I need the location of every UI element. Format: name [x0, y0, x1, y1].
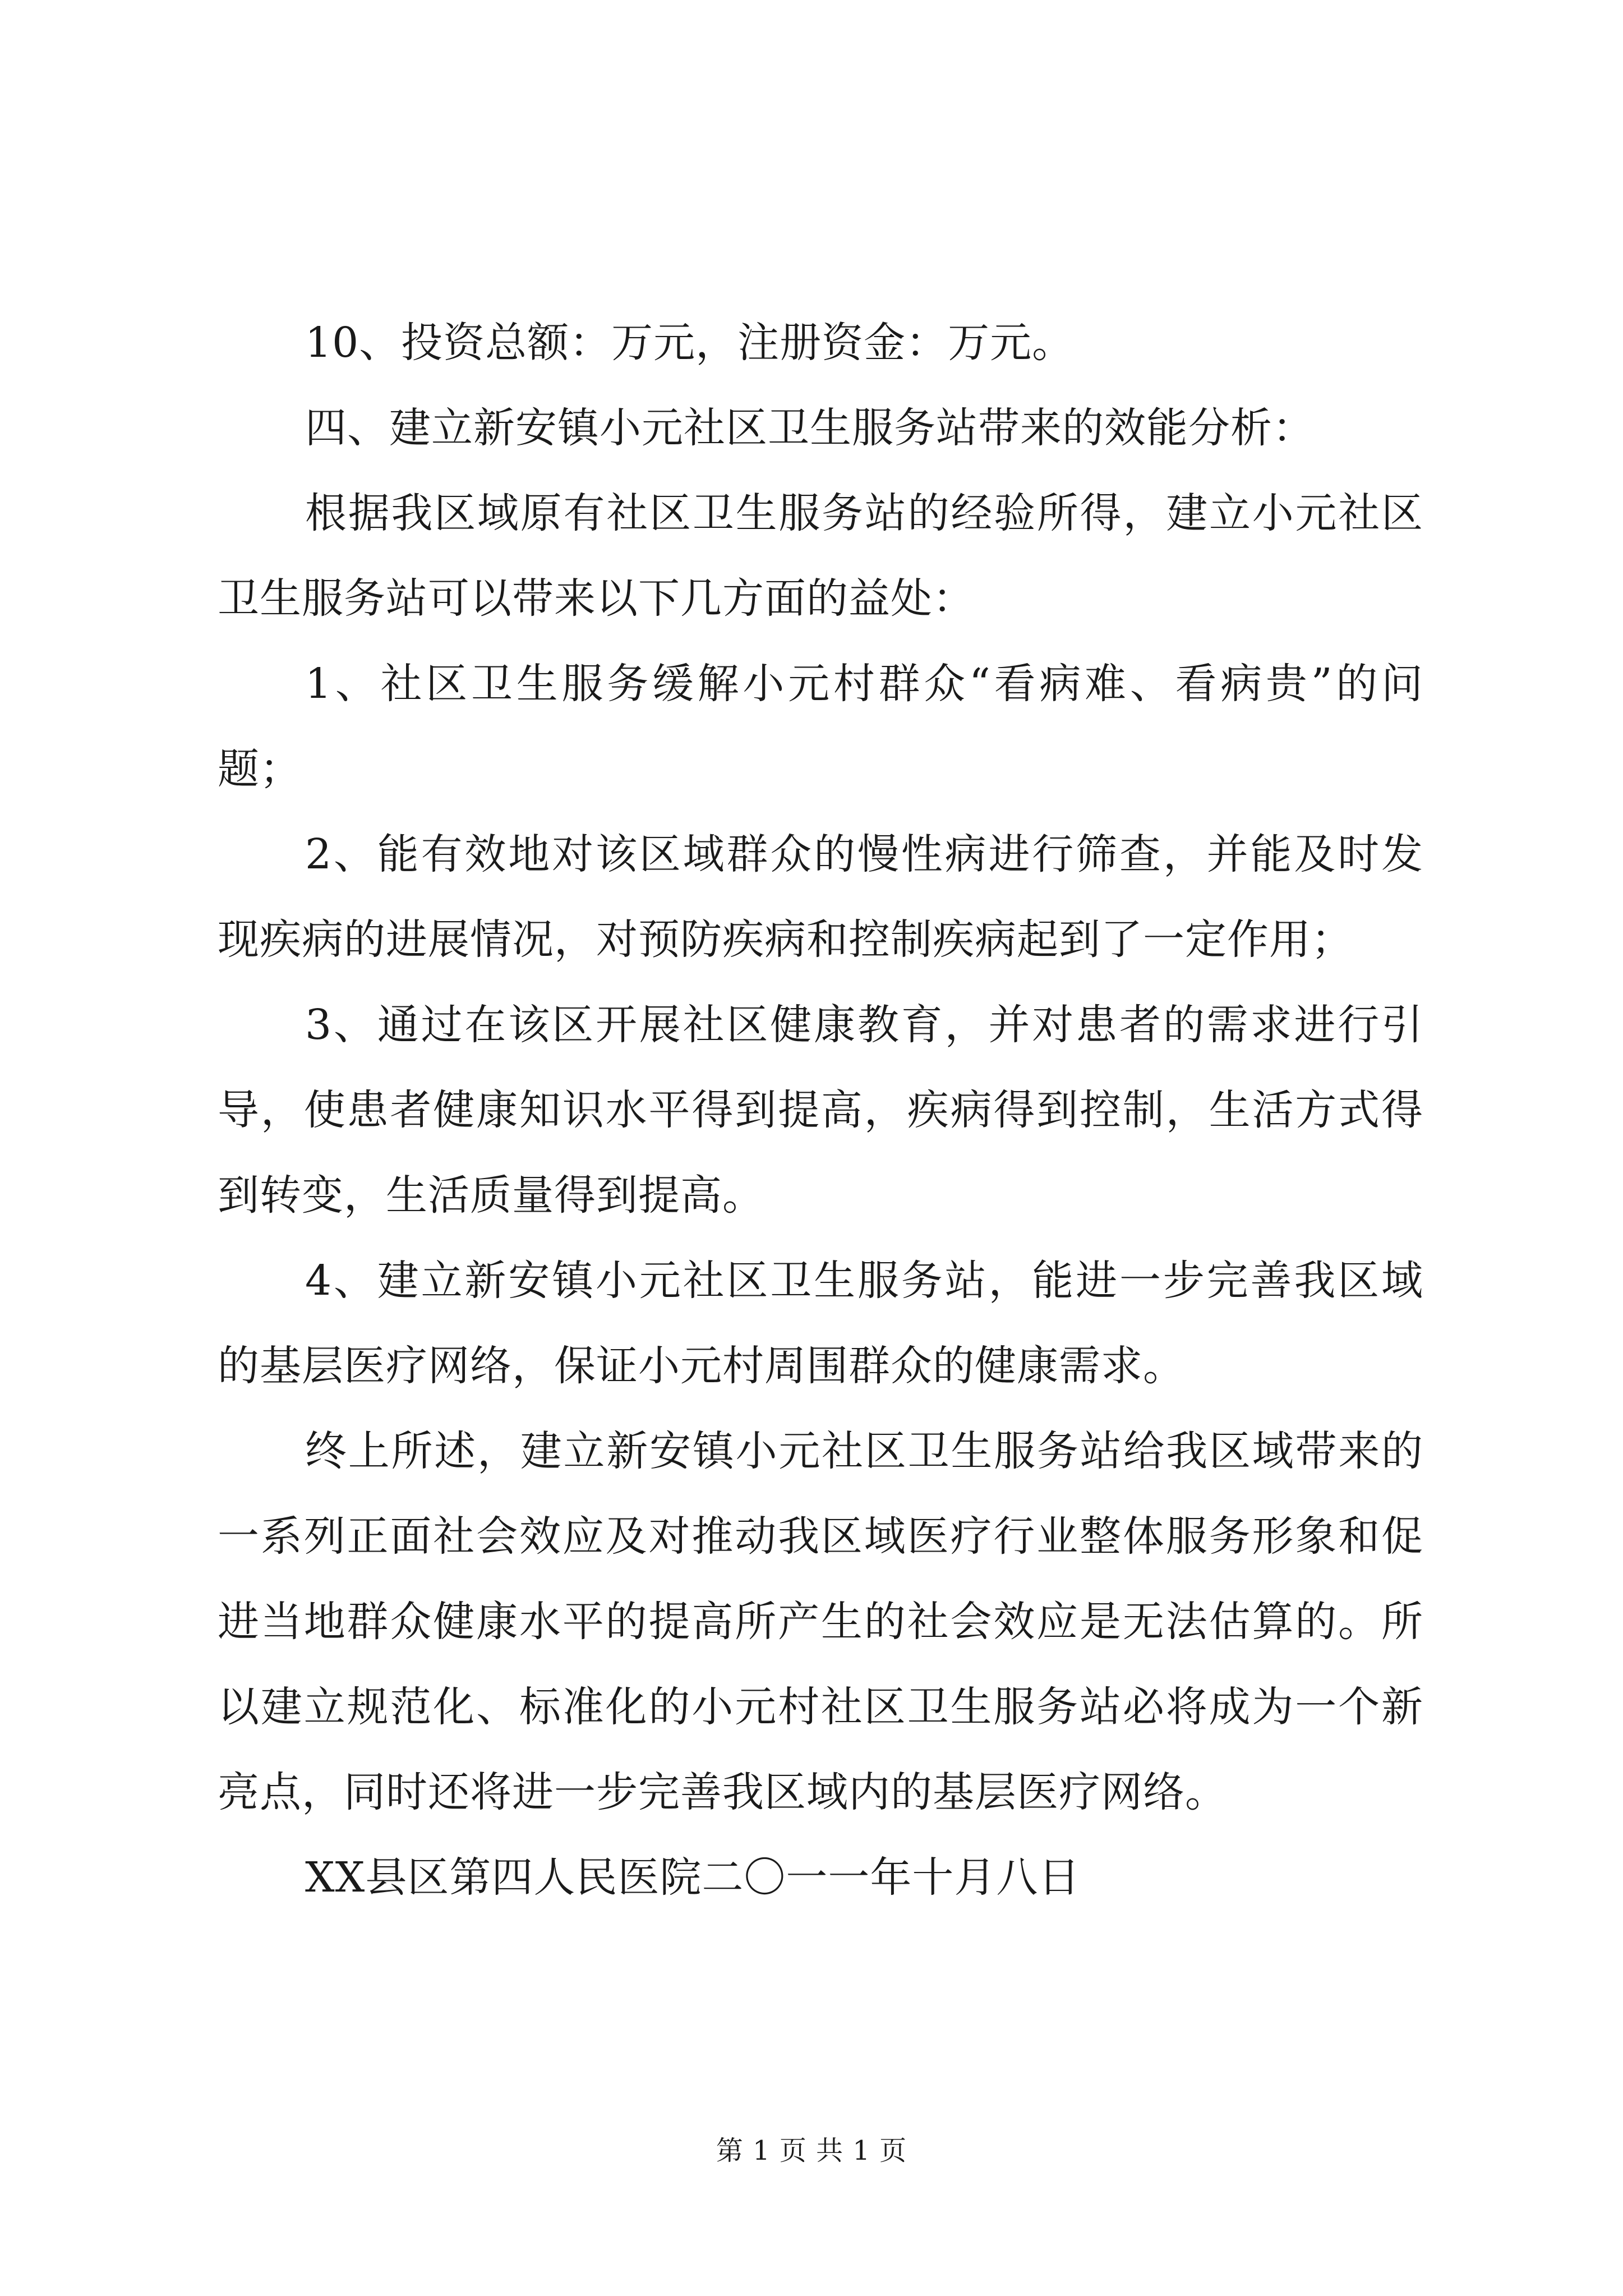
paragraph-intro: 根据我区域原有社区卫生服务站的经验所得，建立小元社区卫生服务站可以带来以下几方面的益处： [218, 489, 1423, 623]
section-heading-benefit-analysis: 四、建立新安镇小元社区卫生服务站带来的效能分析： [305, 404, 1315, 452]
paragraph-investment: 10、投资总额：万元，注册资金：万元。 [305, 319, 1075, 367]
list-item-3: 3、通过在该区开展社区健康教育，并对患者的需求进行引导，使患者健康知识水平得到提高，疾病得到控制，生活方式得到转变，生活质量得到提高。 [218, 1001, 1423, 1220]
signature-line: XX县区第四人民医院二〇一一年十月八日 [305, 1853, 1081, 1902]
list-item-4: 4、建立新安镇小元社区卫生服务站，能进一步完善我区域的基层医疗网络，保证小元村周围群众的健康需求。 [218, 1257, 1423, 1390]
list-item-1: 1、社区卫生服务缓解小元村群众“看病难、看病贵”的问题； [218, 660, 1423, 793]
paragraph-conclusion: 终上所述，建立新安镇小元社区卫生服务站给我区域带来的一系列正面社会效应及对推动我区域医疗行业整体服务形象和促进当地群众健康水平的提高所产生的社会效应是无法估算的。所以建立规范化、标准化的小元村社区卫生服务站必将成为一个新亮点，同时还将进一步完善我区域内的基层医疗网络。 [218, 1427, 1423, 1816]
page-number: 第 1 页 共 1 页 [716, 2135, 907, 2166]
document-body [218, 300, 1423, 1920]
list-item-2: 2、能有效地对该区域群众的慢性病进行筛查，并能及时发现疾病的进展情况，对预防疾病和控制疾病起到了一定作用； [218, 830, 1423, 964]
